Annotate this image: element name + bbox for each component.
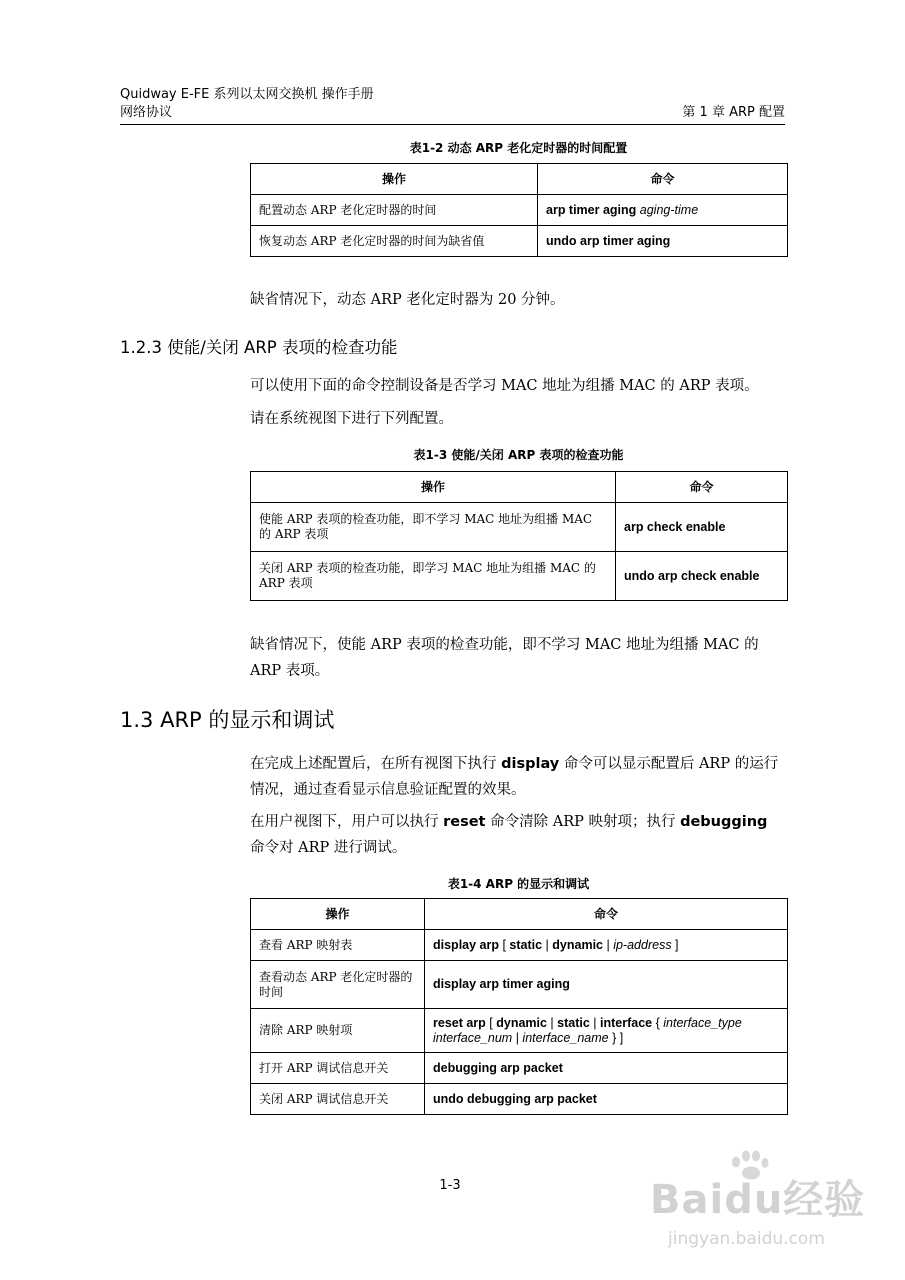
table-header-row [251,899,788,930]
operation-cell: 查看 ARP 映射表 [251,930,425,961]
command-cell: undo arp timer aging [538,226,788,257]
inline-command: reset [443,814,486,830]
page-number: 1-3 [439,1178,461,1193]
command-cell [425,1009,788,1053]
baidu-watermark [650,1150,890,1260]
column-header-command: 命令 [538,164,788,195]
table-row [251,961,788,1009]
table-row [251,503,788,552]
chapter-title: 第 1 章 ARP 配置 [682,105,785,120]
paragraph [250,751,785,803]
syntax-symbol: { [652,1015,664,1030]
column-header-operation: 操作 [251,899,425,930]
operation-cell: 关闭 ARP 调试信息开关 [251,1084,425,1115]
operation-cell: 恢复动态 ARP 老化定时器的时间为缺省值 [251,226,538,257]
table-row [251,1084,788,1115]
table-1-2 [250,163,788,257]
command-keyword: interface [600,1015,653,1030]
table-header-row [251,472,788,503]
manual-title: Quidway E-FE 系列以太网交换机 操作手册 [120,87,374,102]
table-row [251,226,788,257]
command-argument: ip-address [613,937,672,952]
paragraph [250,809,785,861]
table-1-2-caption: 表1-2 动态 ARP 老化定时器的时间配置 [409,141,628,155]
syntax-symbol: | [603,937,614,952]
syntax-symbol: [ [485,1015,497,1030]
command-cell: undo debugging arp packet [425,1084,788,1115]
command-cell: arp check enable [616,503,788,552]
inline-command: debugging [680,814,768,830]
syntax-symbol: | [512,1030,523,1045]
header-rule [120,124,785,125]
text-run: 在用户视图下，用户可以执行 [250,814,444,830]
manual-section: 网络协议 [120,105,173,120]
table-1-4-caption: 表1-4 ARP 的显示和调试 [447,877,590,891]
command-keyword: static [557,1015,590,1030]
syntax-symbol: | [542,937,553,952]
table-header-row [251,164,788,195]
text-run: 在完成上述配置后，在所有视图下执行 [250,756,502,772]
text-run: 命令对 ARP 进行调试。 [250,840,407,856]
watermark-brand: Baidu经验 [650,1177,866,1223]
operation-cell: 关闭 ARP 表项的检查功能，即学习 MAC 地址为组播 MAC 的 ARP 表项 [251,552,616,601]
syntax-symbol: ] [671,937,679,952]
table-row [251,195,788,226]
syntax-symbol: | [589,1015,601,1030]
command-cell [425,930,788,961]
operation-cell: 查看动态 ARP 老化定时器的时间 [251,961,425,1009]
syntax-symbol: | [546,1015,558,1030]
watermark-url: jingyan.baidu.com [668,1229,825,1249]
syntax-symbol: [ [499,937,510,952]
section-heading-1-2-3: 1.2.3 使能/关闭 ARP 表项的检查功能 [120,338,398,357]
syntax-symbol: } ] [608,1030,624,1045]
inline-command: display [501,756,560,772]
column-header-command: 命令 [616,472,788,503]
command-cell [538,195,788,226]
command-keyword: arp timer aging [546,202,637,217]
command-keyword: static [509,937,543,952]
table-1-3 [250,471,788,601]
text-run: 命令可以显示配置后 ARP 的运行情况，通过查看显示信息验证配置的效果。 [250,756,779,798]
command-keyword: display arp [433,937,499,952]
command-argument: interface_name [522,1030,609,1045]
table-1-3-caption: 表1-3 使能/关闭 ARP 表项的检查功能 [413,448,624,462]
table-row [251,1053,788,1084]
command-cell: display arp timer aging [425,961,788,1009]
command-keyword: dynamic [552,937,603,952]
command-keyword: dynamic [496,1015,547,1030]
table-row [251,552,788,601]
paragraph: 请在系统视图下进行下列配置。 [250,411,453,427]
command-argument: interface_type interface_num [433,1015,742,1045]
column-header-command: 命令 [425,899,788,930]
command-cell: undo arp check enable [616,552,788,601]
operation-cell: 配置动态 ARP 老化定时器的时间 [251,195,538,226]
command-keyword: reset arp [433,1015,486,1030]
paragraph: 可以使用下面的命令控制设备是否学习 MAC 地址为组播 MAC 的 ARP 表项。 [250,378,759,394]
table-1-4 [250,898,788,1115]
text-run: 命令清除 ARP 映射项；执行 [485,814,681,830]
table-row [251,930,788,961]
column-header-operation: 操作 [251,164,538,195]
section-heading-1-3: 1.3 ARP 的显示和调试 [120,708,335,732]
operation-cell: 清除 ARP 映射项 [251,1009,425,1053]
command-argument: aging-time [639,202,699,217]
command-cell: debugging arp packet [425,1053,788,1084]
table-row [251,1009,788,1053]
paragraph: 缺省情况下，动态 ARP 老化定时器为 20 分钟。 [250,292,565,308]
column-header-operation: 操作 [251,472,616,503]
paragraph: 缺省情况下，使能 ARP 表项的检查功能，即不学习 MAC 地址为组播 MAC 的 ARP 表项。 [250,637,759,679]
operation-cell: 使能 ARP 表项的检查功能，即不学习 MAC 地址为组播 MAC 的 ARP 表项 [251,503,616,552]
operation-cell: 打开 ARP 调试信息开关 [251,1053,425,1084]
